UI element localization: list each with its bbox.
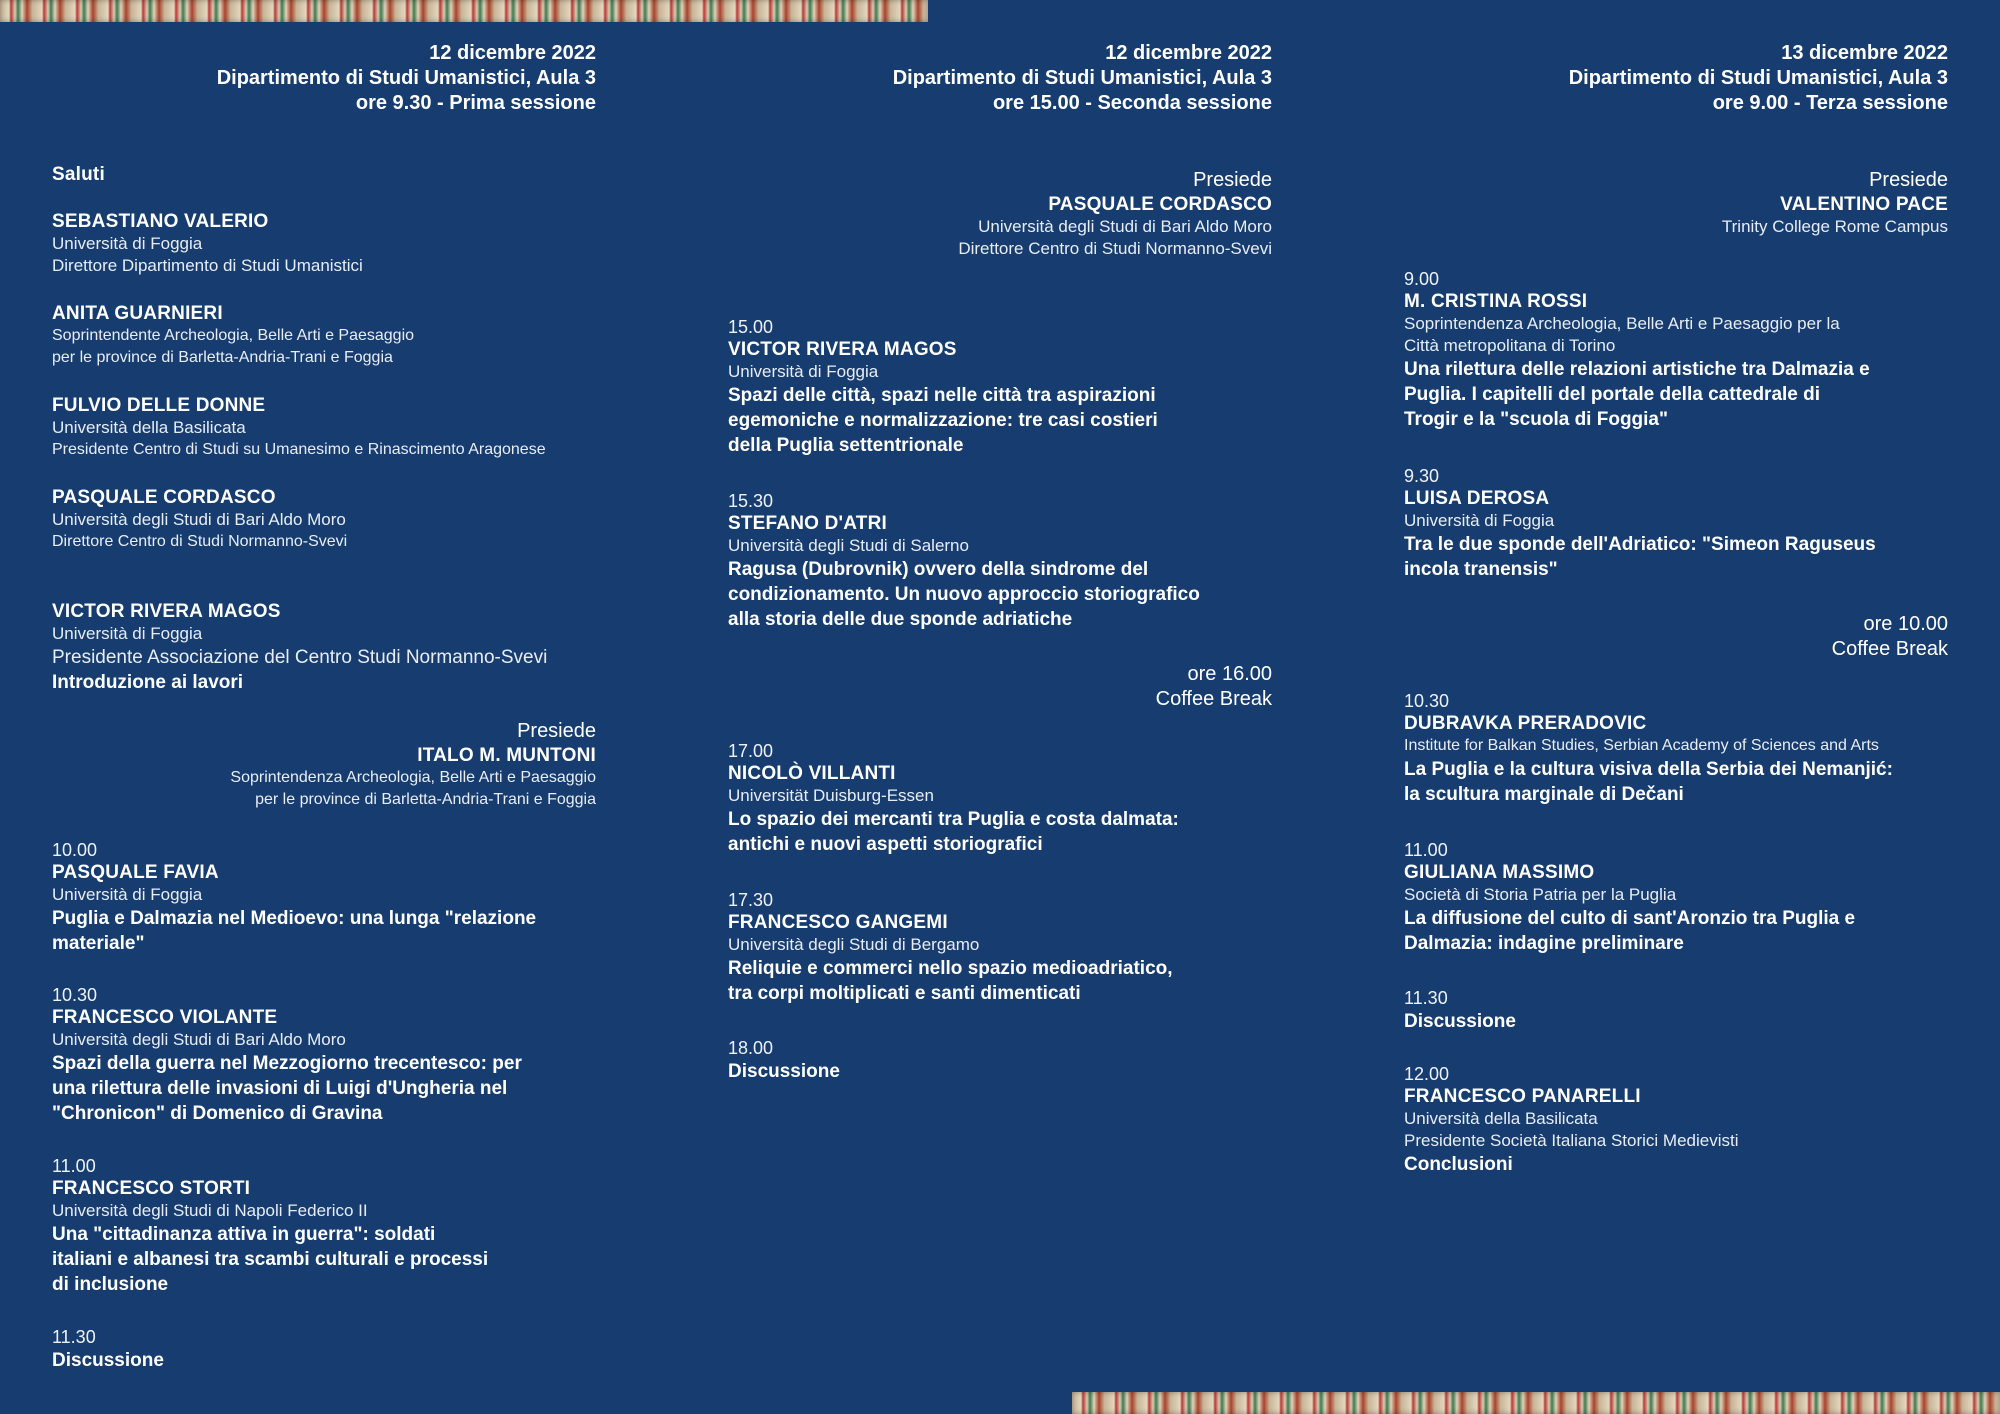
speaker-affiliation: Università degli Studi di Napoli Federico II — [52, 1201, 368, 1220]
talk-title-line: di inclusione — [52, 1274, 169, 1295]
talk-title-line: Una rilettura delle relazioni artistiche tra Dalmazia e — [1404, 359, 1870, 380]
speaker-affiliation: Soprintendenza Archeologia, Belle Arti e Paesaggio per la — [1404, 314, 1840, 333]
speaker-affiliation-detail: Città metropolitana di Torino — [1404, 336, 1616, 355]
session-header — [1404, 41, 1948, 116]
discussion-entry — [728, 1037, 1272, 1084]
decorative-fabric-strip-top — [0, 0, 928, 22]
break-time: ore 10.00 — [1863, 613, 1948, 635]
speaker-name: M. CRISTINA ROSSI — [1404, 291, 1588, 312]
talk-time: 10.30 — [52, 985, 98, 1005]
talk-title-line: La diffusione del culto di sant'Aronzio tra Puglia e — [1404, 908, 1856, 929]
talk-title-line: condizionamento. Un nuovo approccio storiografico — [728, 584, 1200, 605]
talk-time: 9.30 — [1404, 466, 1440, 486]
talk-title: Introduzione ai lavori — [52, 672, 244, 693]
talk-time: 17.00 — [728, 741, 774, 761]
talk-title-line: della Puglia settentrionale — [728, 435, 964, 456]
session-place: Dipartimento di Studi Umanistici, Aula 3 — [1568, 67, 1948, 89]
session-time: ore 9.00 - Terza sessione — [1712, 92, 1948, 114]
talk-title-line: incola tranensis" — [1404, 559, 1558, 580]
talk-title-line: materiale" — [52, 933, 145, 954]
speaker-role: Direttore Dipartimento di Studi Umanistici — [52, 256, 363, 275]
session-chair — [1404, 168, 1948, 238]
coffee-break — [728, 662, 1272, 712]
talk-title-line: Spazi delle città, spazi nelle città tra aspirazioni — [728, 385, 1156, 406]
talk-time: 17.30 — [728, 890, 774, 910]
talk-title-line: Spazi della guerra nel Mezzogiorno trecentesco: per — [52, 1053, 522, 1074]
speaker-affiliation: Università di Foggia — [728, 362, 879, 381]
speaker-role: Presidente Società Italiana Storici Medievisti — [1404, 1131, 1739, 1150]
chair-label: Presiede — [1193, 169, 1272, 191]
talk-title-line: Trogir e la "scuola di Foggia" — [1404, 409, 1669, 430]
speaker-affiliation: Università degli Studi di Bari Aldo Moro — [52, 510, 346, 529]
speaker-name: FRANCESCO PANARELLI — [1404, 1086, 1641, 1107]
speaker-affiliation: Università degli Studi di Bergamo — [728, 935, 980, 954]
chair-label: Presiede — [517, 720, 596, 742]
speaker-name: LUISA DEROSA — [1404, 488, 1550, 509]
session-chair — [52, 719, 596, 811]
session-header — [728, 41, 1272, 116]
speaker-affiliation: Università di Foggia — [1404, 511, 1555, 530]
talk-time: 11.30 — [52, 1327, 96, 1347]
speaker-role: Direttore Centro di Studi Normanno-Svevi — [52, 533, 348, 550]
talk-entry — [728, 316, 1272, 458]
speaker-role: Presidente Associazione del Centro Studi Normanno-Svevi — [52, 647, 548, 668]
speaker-affiliation: Università della Basilicata — [1404, 1109, 1598, 1128]
talk-title-line: egemoniche e normalizzazione: tre casi costieri — [728, 410, 1158, 431]
speaker-name: FRANCESCO VIOLANTE — [52, 1007, 278, 1028]
speaker-role: Presidente Centro di Studi su Umanesimo e Rinascimento Aragonese — [52, 441, 546, 458]
break-label: Coffee Break — [1155, 688, 1272, 710]
talk-title-line: la scultura marginale di Dečani — [1404, 784, 1684, 805]
talk-title-line: Lo spazio dei mercanti tra Puglia e costa dalmata: — [728, 809, 1179, 830]
talk-title-line: "Chronicon" di Domenico di Gravina — [52, 1103, 383, 1124]
greeting-speaker — [52, 486, 596, 553]
speaker-name: FULVIO DELLE DONNE — [52, 395, 266, 416]
talk-entry — [1404, 690, 1948, 807]
talk-title-line: tra corpi moltiplicati e santi dimenticati — [728, 983, 1081, 1004]
talk-title-line: La Puglia e la cultura visiva della Serbia dei Nemanjić: — [1404, 759, 1893, 780]
talk-time: 18.00 — [728, 1038, 774, 1058]
coffee-break — [1404, 612, 1948, 662]
greeting-speaker — [52, 302, 596, 369]
speaker-name: ANITA GUARNIERI — [52, 303, 223, 324]
talk-title-line: Una "cittadinanza attiva in guerra": soldati — [52, 1224, 436, 1245]
conclusion-entry — [1404, 1063, 1948, 1177]
break-time: ore 16.00 — [1187, 663, 1272, 685]
talk-entry — [52, 984, 596, 1126]
speaker-affiliation: Università di Foggia — [52, 234, 203, 253]
speaker-name: VICTOR RIVERA MAGOS — [52, 601, 281, 622]
session-date: 12 dicembre 2022 — [429, 42, 596, 64]
discussion-entry — [1404, 987, 1948, 1034]
chair-affiliation: Università degli Studi di Bari Aldo Moro — [978, 217, 1272, 236]
talk-time: 11.30 — [1404, 988, 1448, 1008]
chair-name: VALENTINO PACE — [1780, 194, 1948, 215]
discussion-label: Discussione — [52, 1350, 164, 1371]
saluti-heading: Saluti — [52, 164, 105, 185]
session-chair — [728, 168, 1272, 260]
decorative-fabric-strip-bottom — [1072, 1392, 2000, 1414]
chair-name: PASQUALE CORDASCO — [1048, 194, 1272, 215]
speaker-name: DUBRAVKA PRERADOVIC — [1404, 713, 1647, 734]
talk-entry — [728, 490, 1272, 632]
speaker-affiliation: Università degli Studi di Bari Aldo Moro — [52, 1030, 346, 1049]
speaker-name: STEFANO D'ATRI — [728, 513, 887, 534]
talk-time: 15.30 — [728, 491, 774, 511]
greeting-speaker — [52, 210, 596, 277]
talk-time: 11.00 — [1404, 840, 1448, 860]
talk-title-line: alla storia delle due sponde adriatiche — [728, 609, 1073, 630]
chair-affiliation: Soprintendenza Archeologia, Belle Arti e Paesaggio — [230, 769, 596, 786]
talk-title-line: una rilettura delle invasioni di Luigi d'Ungheria nel — [52, 1078, 508, 1099]
talk-title-line: antichi e nuovi aspetti storiografici — [728, 834, 1043, 855]
speaker-affiliation: Universität Duisburg-Essen — [728, 786, 934, 805]
greeting-speaker — [52, 394, 596, 461]
chair-name: ITALO M. MUNTONI — [417, 745, 596, 766]
chair-affiliation: Trinity College Rome Campus — [1721, 217, 1948, 236]
talk-time: 9.00 — [1404, 269, 1440, 289]
talk-entry — [52, 839, 596, 956]
speaker-name: FRANCESCO STORTI — [52, 1178, 251, 1199]
speaker-affiliation: Università degli Studi di Salerno — [728, 536, 969, 555]
talk-title-line: Dalmazia: indagine preliminare — [1404, 933, 1684, 954]
session-place: Dipartimento di Studi Umanistici, Aula 3 — [216, 67, 596, 89]
discussion-label: Discussione — [1404, 1011, 1516, 1032]
speaker-affiliation: Institute for Balkan Studies, Serbian Academy of Sciences and Arts — [1404, 737, 1879, 754]
discussion-label: Discussione — [728, 1061, 840, 1082]
chair-affiliation-detail: per le province di Barletta-Andria-Trani e Foggia — [255, 791, 596, 808]
talk-title-line: Reliquie e commerci nello spazio medioadriatico, — [728, 958, 1173, 979]
session-place: Dipartimento di Studi Umanistici, Aula 3 — [892, 67, 1272, 89]
talk-entry — [1404, 839, 1948, 956]
speaker-affiliation: Società di Storia Patria per la Puglia — [1404, 885, 1677, 904]
session-time: ore 9.30 - Prima sessione — [355, 92, 596, 114]
introduction-speaker — [52, 600, 596, 695]
talk-time: 11.00 — [52, 1156, 96, 1176]
session-date: 13 dicembre 2022 — [1781, 42, 1948, 64]
chair-affiliation-detail: Direttore Centro di Studi Normanno-Svevi — [958, 239, 1272, 258]
talk-entry — [728, 740, 1272, 857]
speaker-name: SEBASTIANO VALERIO — [52, 211, 269, 232]
session-date: 12 dicembre 2022 — [1105, 42, 1272, 64]
talk-entry — [52, 1155, 596, 1297]
speaker-name: GIULIANA MASSIMO — [1404, 862, 1595, 883]
speaker-name: PASQUALE CORDASCO — [52, 487, 276, 508]
speaker-name: NICOLÒ VILLANTI — [728, 763, 896, 784]
talk-title-line: Puglia e Dalmazia nel Medioevo: una lunga "relazione — [52, 908, 537, 929]
talk-time: 10.00 — [52, 840, 98, 860]
talk-title-line: italiani e albanesi tra scambi culturali e processi — [52, 1249, 489, 1270]
discussion-entry — [52, 1326, 596, 1373]
speaker-name: PASQUALE FAVIA — [52, 862, 219, 883]
talk-title-line: Puglia. I capitelli del portale della cattedrale di — [1404, 384, 1821, 405]
speaker-affiliation: Università di Foggia — [52, 624, 203, 643]
talk-title-line: Tra le due sponde dell'Adriatico: "Simeon Raguseus — [1404, 534, 1876, 555]
talk-title: Conclusioni — [1404, 1154, 1513, 1175]
chair-label: Presiede — [1869, 169, 1948, 191]
talk-time: 15.00 — [728, 317, 774, 337]
speaker-affiliation: Università della Basilicata — [52, 418, 246, 437]
speaker-affiliation: Università di Foggia — [52, 885, 203, 904]
session-header — [52, 41, 596, 116]
speaker-role: per le province di Barletta-Andria-Trani e Foggia — [52, 349, 393, 366]
talk-entry — [728, 889, 1272, 1006]
break-label: Coffee Break — [1831, 638, 1948, 660]
speaker-name: FRANCESCO GANGEMI — [728, 912, 948, 933]
talk-entry — [1404, 268, 1948, 432]
session-time: ore 15.00 - Seconda sessione — [992, 92, 1272, 114]
talk-time: 10.30 — [1404, 691, 1450, 711]
speaker-name: VICTOR RIVERA MAGOS — [728, 339, 957, 360]
talk-time: 12.00 — [1404, 1064, 1450, 1084]
talk-entry — [1404, 465, 1948, 582]
speaker-affiliation: Soprintendente Archeologia, Belle Arti e Paesaggio — [52, 327, 415, 344]
talk-title-line: Ragusa (Dubrovnik) ovvero della sindrome del — [728, 559, 1149, 580]
